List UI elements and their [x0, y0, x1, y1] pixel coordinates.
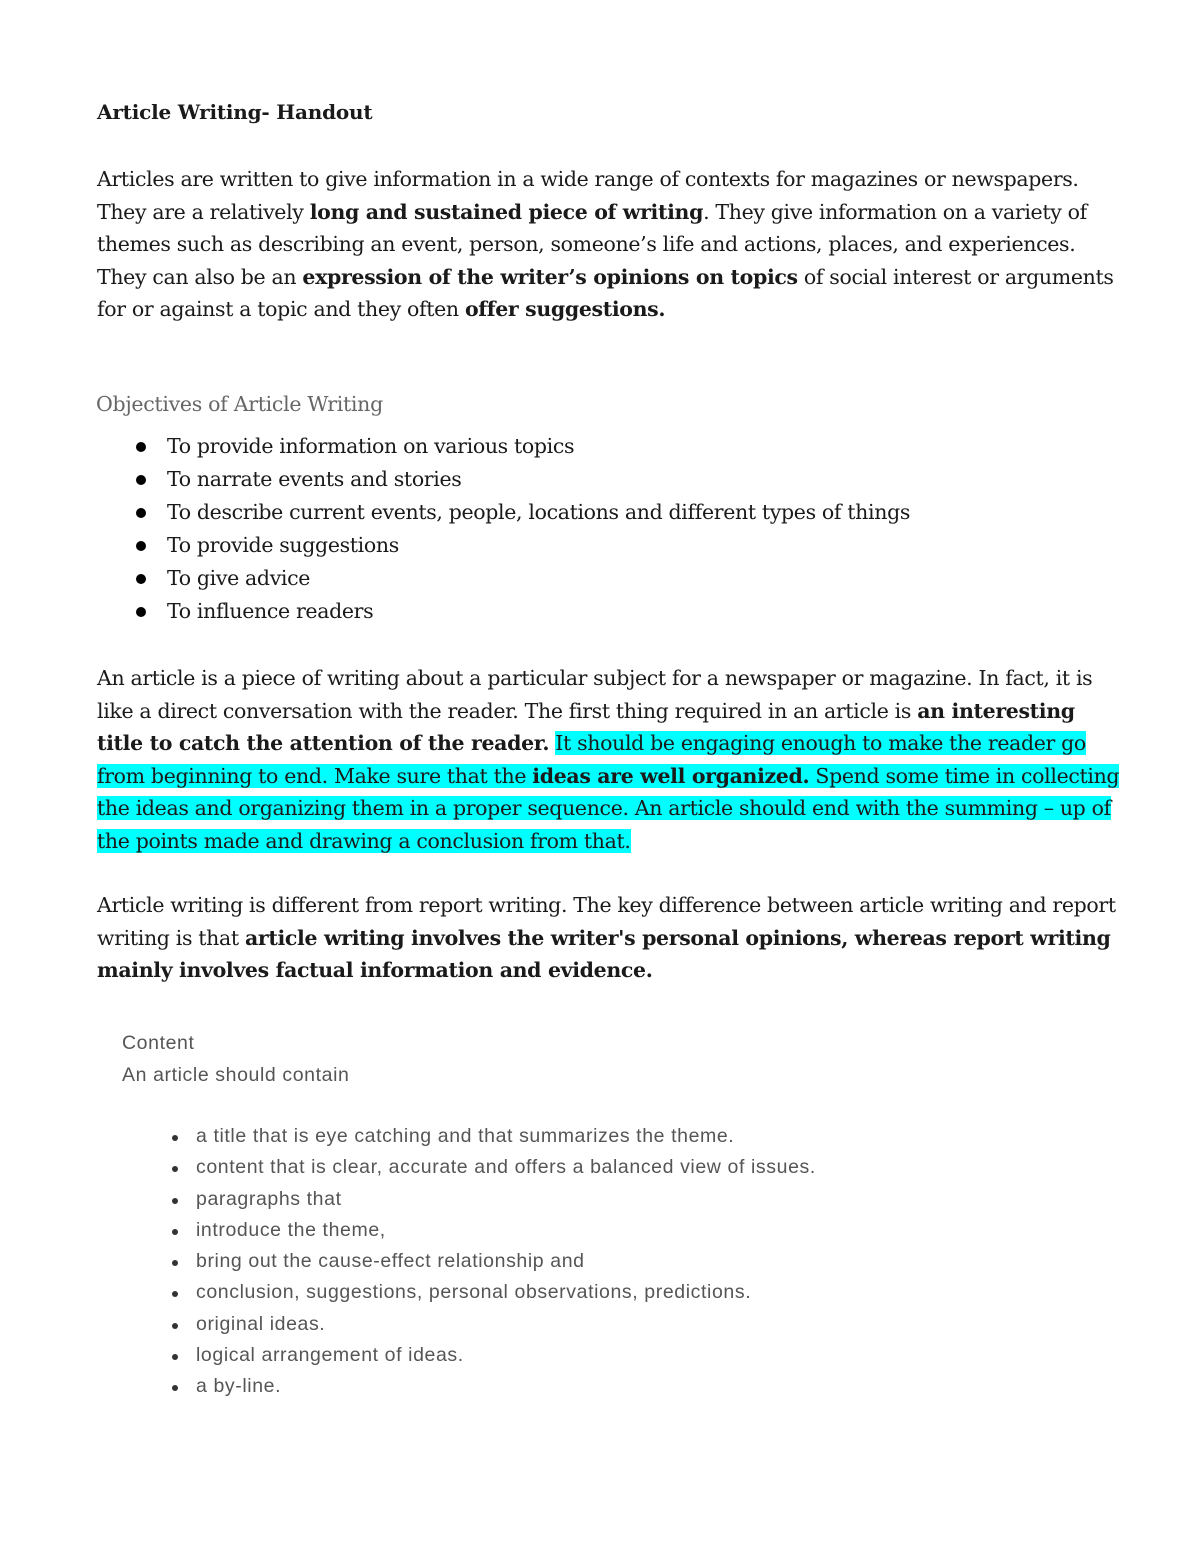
bullet-icon — [172, 1135, 178, 1141]
bullet-icon — [172, 1323, 178, 1329]
list-item: content that is clear, accurate and offers a balanced view of issues. — [122, 1152, 816, 1183]
bullet-icon — [136, 508, 146, 518]
content-intro: An article should contain — [122, 1064, 350, 1086]
bullet-icon — [172, 1260, 178, 1266]
intro-paragraph — [97, 163, 1127, 326]
list-item: To provide information on various topics — [0, 430, 910, 463]
list-item: a title that is eye catching and that summarizes the theme. — [122, 1121, 816, 1152]
list-item: bring out the cause-effect relationship and — [122, 1246, 816, 1277]
bullet-icon — [136, 475, 146, 485]
content-image-block — [122, 1027, 816, 1398]
bullet-icon — [172, 1385, 178, 1391]
highlighted-text-1: It should be engaging enough to make the reader go from beginning to end. Make sure that the — [97, 731, 1086, 788]
list-item: To narrate events and stories — [0, 463, 910, 496]
list-item: a by-line. — [122, 1371, 816, 1402]
bullet-icon — [136, 607, 146, 617]
article-definition-paragraph — [97, 662, 1127, 857]
difference-text: Article writing is different from report writing. The key difference between article writing and report writing is that — [97, 893, 1116, 950]
bullet-icon — [136, 442, 146, 452]
intro-text-1: Articles are written to give information in a wide range of contexts for magazines or newspapers. They are a relatively — [97, 167, 1079, 224]
list-item: To give advice — [0, 562, 910, 595]
objectives-list — [0, 430, 910, 628]
intro-bold-1: long and sustained piece of writing — [309, 199, 704, 224]
article-bold-1: an interesting title to catch the attention of the reader. — [97, 698, 1075, 755]
content-heading: Content — [122, 1032, 195, 1054]
bullet-icon — [136, 574, 146, 584]
intro-bold-3: offer suggestions. — [464, 297, 666, 321]
highlighted-text-2: Spend some time in collecting the ideas and organizing them in a proper sequence. An article should end with the summing – up of the points made and drawing a conclusion from that. — [97, 763, 1120, 853]
bullet-icon — [172, 1166, 178, 1172]
bullet-icon — [172, 1354, 178, 1360]
intro-text-3: of social interest or arguments for or against a topic and they often — [97, 264, 1114, 321]
difference-bold: article writing involves the writer's personal opinions, whereas report writing mainly involves factual information and evidence. — [97, 925, 1111, 982]
bullet-icon — [172, 1198, 178, 1204]
list-item: introduce the theme, — [122, 1215, 816, 1246]
difference-paragraph — [97, 889, 1127, 987]
article-text-1: An article is a piece of writing about a particular subject for a newspaper or magazine. In fact, it is like a direct conversation with the reader. The first thing required in an article is — [97, 666, 1093, 723]
list-item: logical arrangement of ideas. — [122, 1340, 816, 1371]
objectives-heading: Objectives of Article Writing — [96, 392, 383, 416]
list-item: conclusion, suggestions, personal observations, predictions. — [122, 1277, 816, 1308]
list-item: To influence readers — [0, 595, 910, 628]
intro-text-2: . They give information on a variety of themes such as describing an event, person, someone’s life and actions, places, and experiences. They can also be an — [97, 199, 1087, 289]
intro-bold-2: expression of the writer’s opinions on topics — [302, 264, 798, 289]
list-item: To describe current events, people, locations and different types of things — [0, 496, 910, 529]
bullet-icon — [172, 1291, 178, 1297]
bullet-icon — [136, 541, 146, 551]
list-item: To provide suggestions — [0, 529, 910, 562]
document-title: Article Writing- Handout — [97, 100, 373, 124]
highlighted-bold-text: ideas are well organized. — [532, 763, 810, 788]
content-list — [122, 1121, 816, 1403]
bullet-icon — [172, 1229, 178, 1235]
list-item: original ideas. — [122, 1309, 816, 1340]
list-item: paragraphs that — [122, 1184, 816, 1215]
